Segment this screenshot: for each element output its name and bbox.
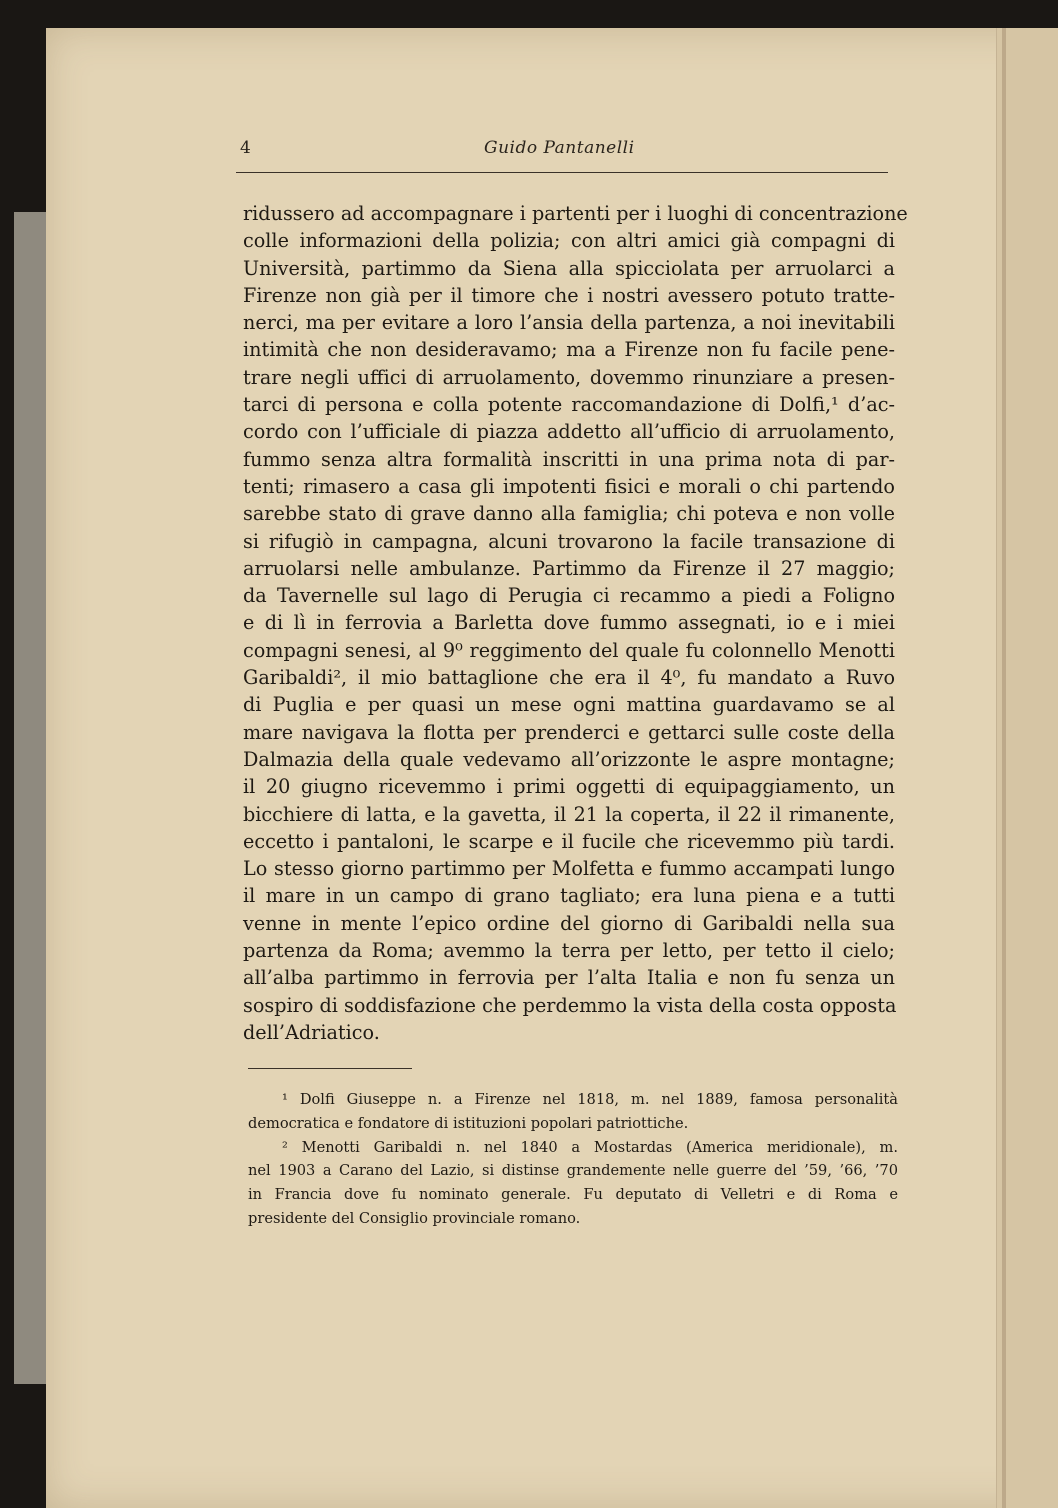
body-line: intimità che non desideravamo; ma a Firenze non fu facile pene- [243, 338, 895, 362]
footnote-line: ¹ Dolfi Giuseppe n. a Firenze nel 1818, m. nel 1889, famosa personalità [282, 1091, 898, 1108]
page-number: 4 [240, 138, 251, 158]
body-line: da Tavernelle sul lago di Perugia ci recammo a piedi a Foligno [243, 584, 895, 608]
footnote-line: democratica e fondatore di istituzioni popolari patriottiche. [248, 1114, 689, 1132]
body-line: Dalmazia della quale vedevamo all’orizzonte le aspre montagne; [243, 747, 895, 771]
body-line: mare navigava la flotta per prenderci e gettarci sulle coste della [243, 720, 895, 744]
body-line: trare negli uffici di arruolamento, dovemmo rinunziare a presen- [243, 365, 895, 389]
footnote-line: presidente del Consiglio provinciale romano. [248, 1209, 581, 1227]
body-line: venne in mente l’epico ordine del giorno di Garibaldi nella sua [243, 911, 895, 935]
body-line: eccetto i pantaloni, le scarpe e il fucile che ricevemmo più tardi. [243, 829, 895, 853]
body-line: cordo con l’ufficiale di piazza addetto all’ufficio di arruolamento, [243, 420, 895, 444]
body-line: sospiro di soddisfazione che perdemmo la vista della costa opposta [243, 993, 897, 1017]
body-line: sarebbe stato di grave danno alla famiglia; chi poteva e non volle [243, 502, 895, 526]
body-line: colle informazioni della polizia; con altri amici già compagni di [243, 229, 895, 253]
body-line: partenza da Roma; avemmo la terra per letto, per tetto il cielo; [243, 939, 895, 963]
body-line: tarci di persona e colla potente raccomandazione di Dolfi,¹ d’ac- [243, 393, 895, 417]
body-line: bicchiere di latta, e la gavetta, il 21 la coperta, il 22 il rimanente, [243, 802, 895, 826]
body-line: e di lì in ferrovia a Barletta dove fummo assegnati, io e i miei [243, 611, 895, 635]
body-line: arruolarsi nelle ambulanze. Partimmo da Firenze il 27 maggio; [243, 556, 895, 580]
body-line: di Puglia e per quasi un mese ogni mattina guardavamo se al [243, 693, 895, 717]
footnote-line: in Francia dove fu nominato generale. Fu deputato di Velletri e di Roma e [248, 1186, 898, 1204]
body-line: ridussero ad accompagnare i partenti per i luoghi di concentrazione [243, 202, 908, 225]
footnote-line: nel 1903 a Carano del Lazio, si distinse grandemente nelle guerre del ’59, ’66, ’70 [248, 1162, 898, 1180]
body-line: Lo stesso giorno partimmo per Molfetta e fummo accampati lungo [243, 857, 895, 881]
body-line: il mare in un campo di grano tagliato; era luna piena e a tutti [243, 884, 895, 908]
body-line: all’alba partimmo in ferrovia per l’alta Italia e non fu senza un [243, 966, 895, 990]
body-line: compagni senesi, al 9⁰ reggimento del quale fu colonnello Menotti [243, 638, 895, 662]
page-header [236, 134, 890, 170]
body-line: Università, partimmo da Siena alla spicciolata per arruolarci a [243, 256, 895, 280]
body-line: tenti; rimasero a casa gli impotenti fisici e morali o chi partendo [243, 474, 895, 498]
body-line: Firenze non già per il timore che i nostri avessero potuto tratte- [243, 283, 895, 307]
footnote-rule [248, 1068, 412, 1069]
body-line: il 20 giugno ricevemmo i primi oggetti di equipaggiamento, un [243, 775, 895, 799]
page-gutter-shadow [1002, 28, 1006, 1508]
footnote-line: ² Menotti Garibaldi n. nel 1840 a Mostardas (America meridionale), m. [282, 1138, 898, 1156]
body-line: dell’Adriatico. [243, 1020, 380, 1044]
running-title: Guido Pantanelli [484, 138, 635, 158]
body-paragraph [243, 200, 908, 1046]
body-line: Garibaldi², il mio battaglione che era il 4⁰, fu mandato a Ruvo [243, 666, 895, 690]
header-rule [236, 172, 888, 173]
body-line: si rifugiò in campagna, alcuni trovarono la facile transazione di [243, 529, 895, 553]
body-line: nerci, ma per evitare a loro l’ansia della partenza, a noi inevitabili [243, 311, 895, 335]
footnotes [248, 1088, 898, 1231]
body-line: fummo senza altra formalità inscritti in una prima nota di par- [243, 447, 895, 471]
